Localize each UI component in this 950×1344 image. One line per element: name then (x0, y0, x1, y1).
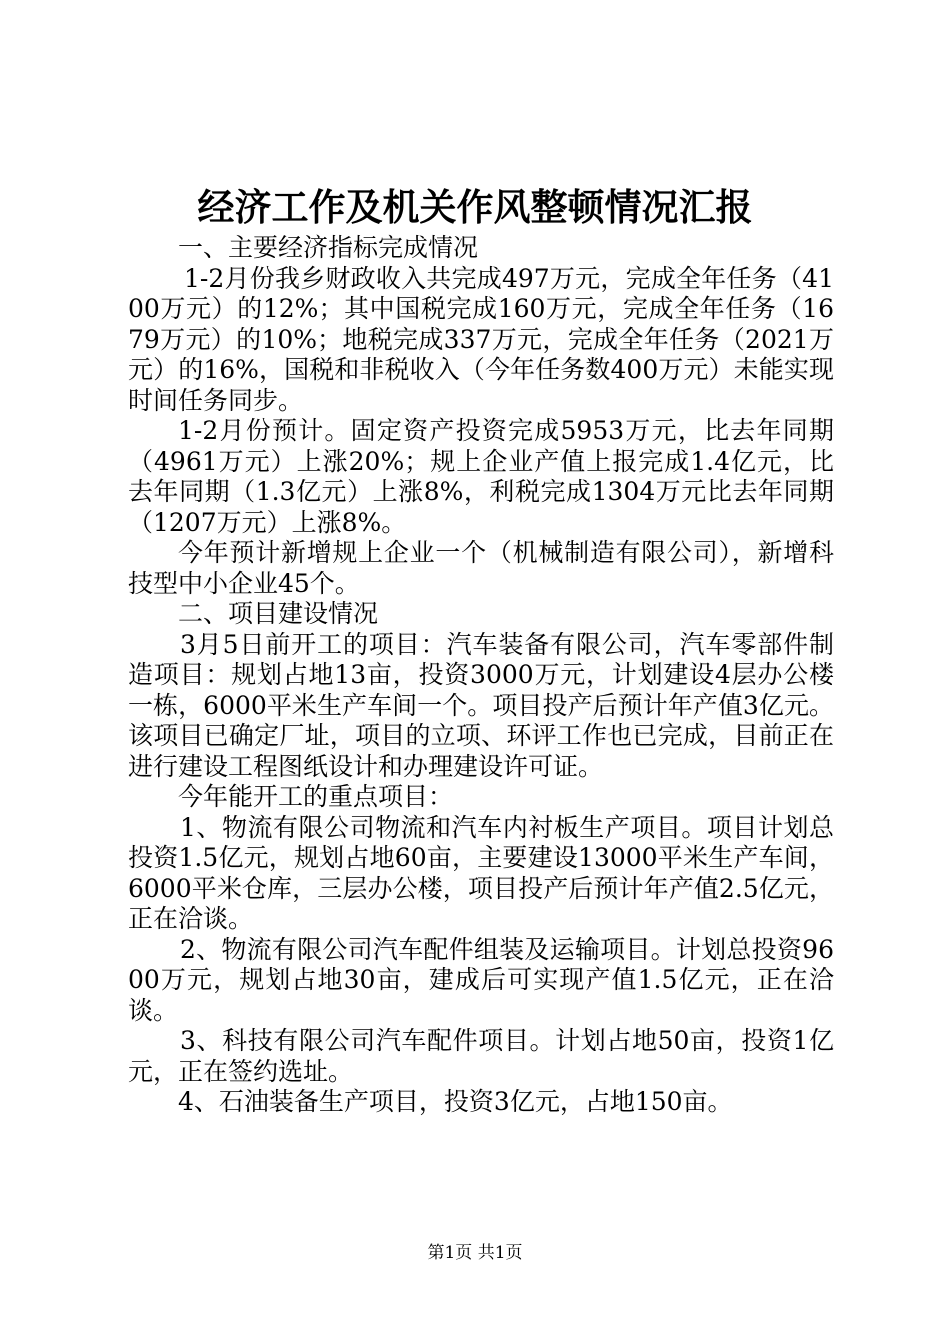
paragraph-key-projects-heading: 今年能开工的重点项目： (178, 782, 454, 811)
paragraph-started-projects: 3月5日前开工的项目：汽车装备有限公司，汽车零部件制造项目：规划占地13亩，投资3000万元，计划建设4层办公楼一栋，6000平米生产车间一个。项目投产后预计年产值3亿元。该项目已确定厂址，项目的立项、环评工作也已完成，目前正在进行建设工程图纸设计和办理建设许可证。 (128, 629, 834, 781)
paragraph-new-enterprises: 今年预计新增规上企业一个（机械制造有限公司），新增科技型中小企业45个。 (128, 538, 834, 598)
document-body (128, 233, 834, 1118)
list-item: 4、石油装备生产项目，投资3亿元，占地150亩。 (178, 1087, 733, 1116)
list-item: 2、物流有限公司汽车配件组装及运输项目。计划总投资9600万元，规划占地30亩，建成后可实现产值1.5亿元，正在洽谈。 (128, 934, 834, 1025)
paragraph-fiscal-revenue: 1-2月份我乡财政收入共完成497万元，完成全年任务（4100万元）的12%；其中国税完成160万元，完成全年任务（1679万元）的10%；地税完成337万元，完成全年任务（2021万元）的16%，国税和非税收入（今年任务数400万元）未能实现时间任务同步。 (128, 263, 834, 415)
document-title: 经济工作及机关作风整顿情况汇报 (197, 185, 753, 229)
section-heading-1: 一、主要经济指标完成情况 (178, 233, 479, 262)
list-item: 3、科技有限公司汽车配件项目。计划占地50亩，投资1亿元，正在签约选址。 (128, 1026, 834, 1086)
page-footer: 第1页 共1页 (427, 1243, 523, 1263)
section-heading-2: 二、项目建设情况 (178, 599, 379, 628)
list-item: 1、物流有限公司物流和汽车内衬板生产项目。项目计划总投资1.5亿元，规划占地60亩，主要建设13000平米生产车间，6000平米仓库，三层办公楼，项目投产后预计年产值2.5亿元，正在洽谈。 (128, 812, 834, 933)
paragraph-investment: 1-2月份预计。固定资产投资完成5953万元，比去年同期（4961万元）上涨20%；规上企业产值上报完成1.4亿元，比去年同期（1.3亿元）上涨8%，利税完成1304万元比去年同期（1207万元）上涨8%。 (128, 416, 834, 537)
